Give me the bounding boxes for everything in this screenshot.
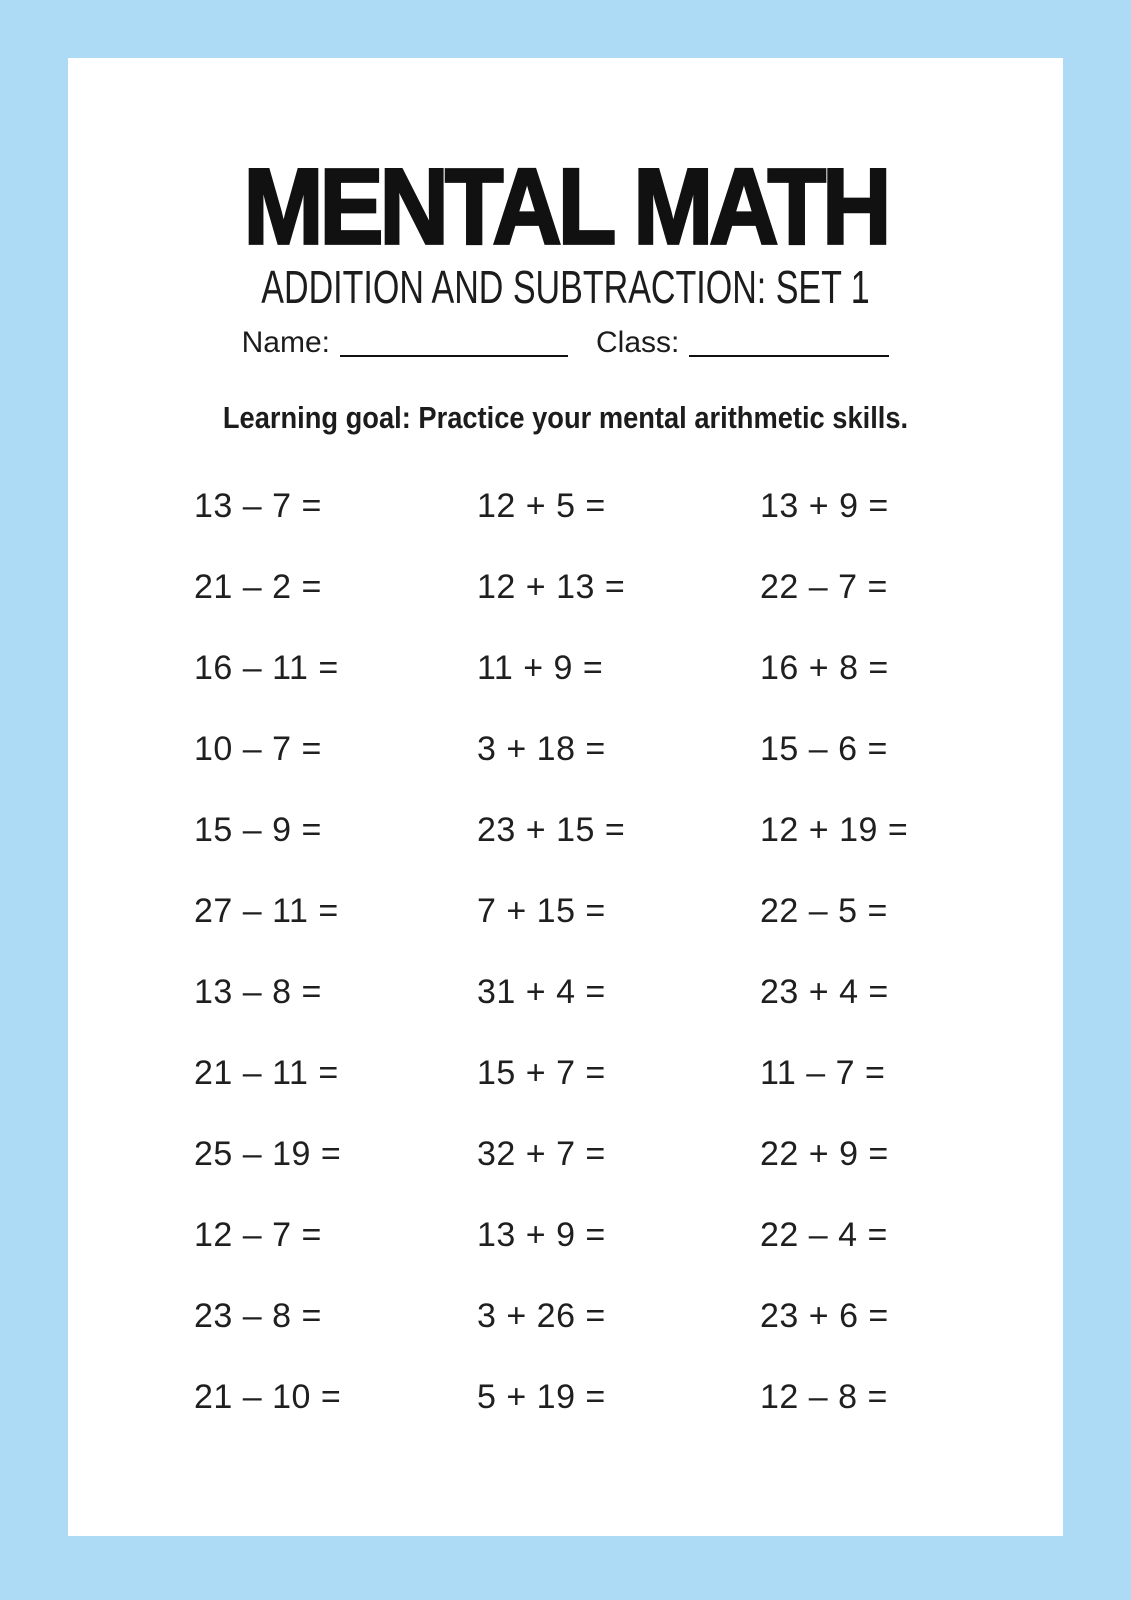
problem-cell: 13 + 9 = — [477, 1216, 606, 1254]
problem-cell: 23 – 8 = — [194, 1297, 322, 1335]
problem-cell: 31 + 4 = — [477, 973, 606, 1011]
problem-cell: 15 – 9 = — [194, 811, 322, 849]
problem-cell: 21 – 10 = — [194, 1378, 342, 1416]
problem-cell: 15 + 7 = — [477, 1054, 606, 1092]
problem-cell: 7 + 15 = — [477, 892, 606, 930]
problem-cell: 23 + 6 = — [760, 1297, 889, 1335]
problem-cell: 25 – 19 = — [194, 1135, 342, 1173]
worksheet-title: MENTAL MATH — [243, 147, 888, 268]
problem-cell: 5 + 19 = — [477, 1378, 606, 1416]
problem-cell: 22 + 9 = — [760, 1135, 889, 1173]
problem-cell: 3 + 18 = — [477, 730, 606, 768]
problem-cell: 12 – 8 = — [760, 1378, 888, 1416]
problem-cell: 12 + 19 = — [760, 811, 909, 849]
problem-cell: 12 + 13 = — [477, 568, 626, 606]
name-blank-line — [340, 353, 568, 357]
problem-cell: 16 + 8 = — [760, 649, 889, 687]
problem-cell: 13 – 7 = — [194, 487, 322, 525]
problem-cell: 23 + 15 = — [477, 811, 626, 849]
problem-cell: 27 – 11 = — [194, 892, 339, 930]
problem-cell: 12 + 5 = — [477, 487, 606, 525]
problem-cell: 15 – 6 = — [760, 730, 888, 768]
problem-cell: 10 – 7 = — [194, 730, 322, 768]
name-label: Name: — [241, 326, 330, 359]
problems-grid — [194, 466, 1043, 1438]
problem-cell: 32 + 7 = — [477, 1135, 606, 1173]
problem-cell: 21 – 11 = — [194, 1054, 339, 1092]
problem-cell: 13 – 8 = — [194, 973, 322, 1011]
name-class-row — [68, 326, 1063, 359]
problem-cell: 22 – 4 = — [760, 1216, 888, 1254]
problem-cell: 21 – 2 = — [194, 568, 322, 606]
class-label: Class: — [596, 326, 680, 359]
problem-cell: 11 – 7 = — [760, 1054, 886, 1092]
problem-cell: 12 – 7 = — [194, 1216, 322, 1254]
problem-cell: 16 – 11 = — [194, 649, 339, 687]
problem-cell: 23 + 4 = — [760, 973, 889, 1011]
problem-cell: 13 + 9 = — [760, 487, 889, 525]
worksheet-page — [68, 58, 1063, 1536]
class-blank-line — [689, 353, 889, 357]
problem-cell: 22 – 7 = — [760, 568, 888, 606]
problem-cell: 11 + 9 = — [477, 649, 604, 687]
problem-cell: 22 – 5 = — [760, 892, 888, 930]
worksheet-subtitle: ADDITION AND SUBTRACTION: SET 1 — [261, 261, 870, 313]
learning-goal-text: Learning goal: Practice your mental arithmetic skills. — [222, 400, 909, 435]
problem-cell: 3 + 26 = — [477, 1297, 606, 1335]
